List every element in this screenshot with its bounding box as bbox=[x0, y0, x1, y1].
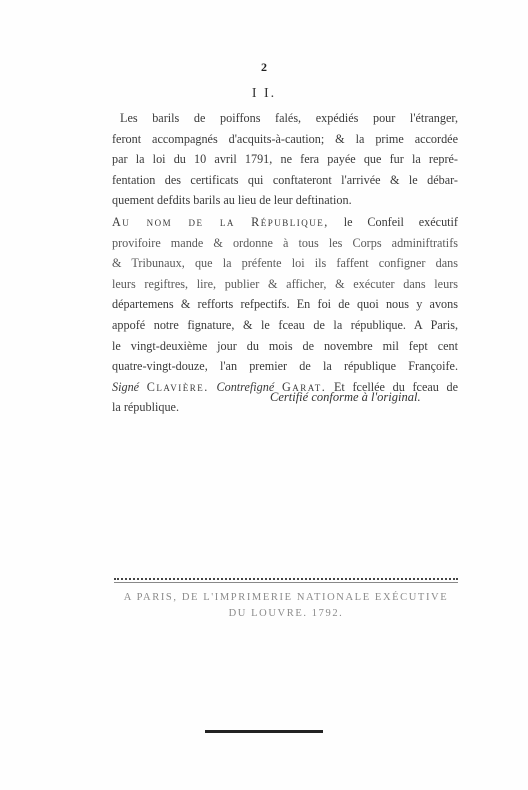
paragraph-line bbox=[112, 212, 458, 233]
paragraph-line: la république. bbox=[112, 400, 180, 415]
signed-label: Signé bbox=[112, 379, 140, 394]
decree-heading: Au nom de la République, bbox=[112, 215, 329, 229]
countersigned-label: Contrefigné bbox=[216, 379, 275, 394]
page-number: 2 bbox=[261, 60, 267, 74]
countersigned-name: Garat. bbox=[281, 379, 327, 394]
decree-line-rest: le Confeil exécutif bbox=[328, 215, 458, 229]
paragraph-line: quement defdits barils au lieu de leur deftination. bbox=[112, 193, 352, 208]
bottom-rule bbox=[205, 730, 323, 733]
paragraph-line: départemens & refforts refpectifs. En foi de quoi nous y avons bbox=[112, 297, 458, 312]
paragraph-line: Les barils de poiffons falés, expédiés pour l'étranger, bbox=[120, 111, 458, 125]
paragraph-line: fentation des certificats qui conftateront l'arrivée & le débar- bbox=[112, 172, 458, 187]
article-number: I I. bbox=[251, 86, 277, 101]
paragraph-line: le vingt-deuxième jour du mois de novembre mil fept cent bbox=[112, 338, 458, 353]
divider-rule bbox=[114, 582, 458, 583]
paragraph-barrels bbox=[112, 108, 458, 211]
paragraph-decree bbox=[112, 212, 458, 418]
ornamental-rule bbox=[114, 578, 458, 580]
paragraph-line: provifoire mande & ordonne à tous les Corps adminiftratifs bbox=[112, 235, 458, 250]
paragraph-line: appofé notre fignature, & le fceau de la république. A Paris, bbox=[112, 317, 458, 332]
paragraph-line: & Tribunaux, que la préfente loi ils faffent configner dans bbox=[112, 256, 458, 271]
paragraph-line: par la loi du 10 avril 1791, ne fera payée que fur la repré- bbox=[112, 152, 458, 167]
imprint-line: DU LOUVRE. 1792. bbox=[228, 608, 344, 619]
paragraph-line: feront accompagnés d'acquits-à-caution; & la prime accordée bbox=[112, 131, 458, 146]
signed-name: Clavière. bbox=[146, 379, 209, 394]
paragraph-line: quatre-vingt-douze, l'an premier de la république Françoife. bbox=[112, 359, 458, 374]
certified-copy-note: Certifié conforme à l'original. bbox=[270, 390, 421, 404]
paragraph-line: leurs regiftres, lire, publier & afficher, & exécuter dans leurs bbox=[112, 276, 458, 291]
printer-imprint bbox=[112, 590, 460, 622]
seal-text: Et fcellée du fceau de bbox=[326, 379, 458, 394]
imprint-line: A PARIS, DE L'IMPRIMERIE NATIONALE EXÉCUTIVE bbox=[123, 592, 449, 603]
